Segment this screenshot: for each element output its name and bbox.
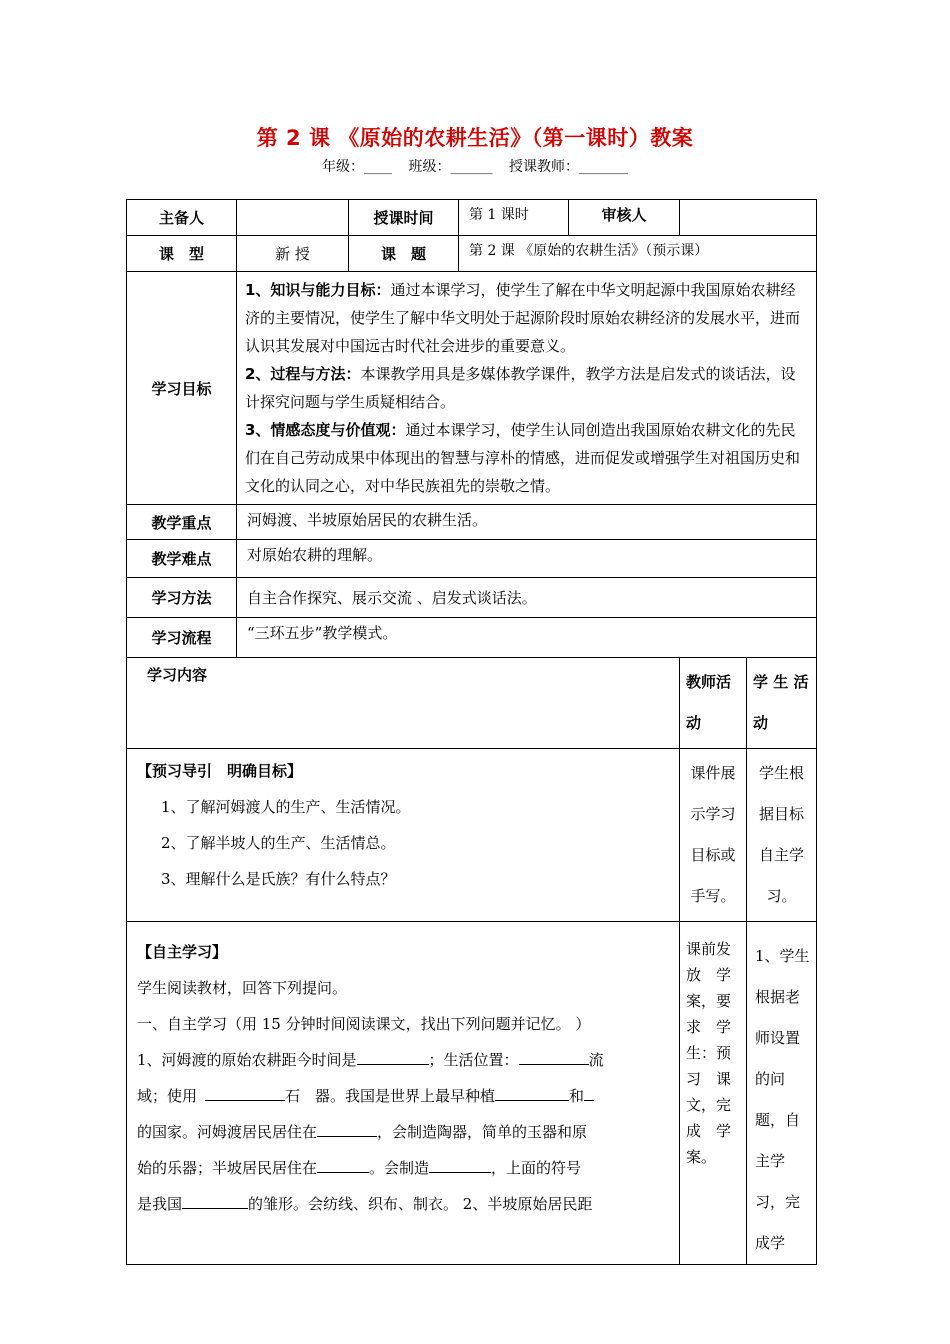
objective-attitude: 3、情感态度与价值观：通过本课学习，使学生认同创造出我国原始农耕文化的先民们在自己劳动成果中体现出的智慧与淳朴的情感，进而促发或增强学生对祖国历史和文化的认同之心，对中华民族祖先的崇敬之情。 — [245, 421, 801, 495]
self-study-row — [127, 922, 817, 1265]
answer-blank — [357, 1046, 429, 1065]
preview-row — [127, 749, 817, 922]
list-item: 2、了解半坡人的生产、生活情总。 — [161, 834, 396, 852]
question-line: 域；使用 石 器。我国是世界上最早种植 和 — [137, 1078, 669, 1114]
answer-blank — [495, 1082, 569, 1101]
method-row — [127, 578, 817, 618]
time-value: 第 1 课时 — [459, 200, 569, 236]
question-line: 始的乐器；半坡居民居住在 。会制造 ，上面的符号 — [137, 1150, 669, 1186]
self-study-intro: 学生阅读教材，回答下列提问。 — [137, 979, 348, 997]
focus-row — [127, 505, 817, 540]
focus-value: 河姆渡、半坡原始居民的农耕生活。 — [237, 505, 817, 540]
list-item: 3、理解什么是氏族？有什么特点？ — [161, 870, 396, 888]
preview-teacher-activity: 课件展 示学习 目标或 手写。 — [680, 749, 747, 922]
list-item: 1、了解河姆渡人的生产、生活情况。 — [161, 798, 411, 816]
preparer-label: 主备人 — [127, 200, 237, 236]
self-study-content — [127, 922, 680, 1265]
objectives-label: 学习目标 — [127, 272, 237, 505]
answer-blank — [317, 1118, 377, 1137]
flow-label: 学习流程 — [127, 618, 237, 658]
reviewer-value — [680, 200, 817, 236]
answer-blank — [584, 1082, 594, 1101]
answer-blank — [519, 1046, 589, 1065]
column-header-row — [127, 658, 817, 749]
class-field: 班级：______ — [408, 159, 493, 175]
header-fields — [0, 156, 950, 176]
self-study-student-activity: 1、学生 根据老 师设置 的问 题，自 主学 习，完 成学 — [747, 922, 817, 1265]
page-title: 第 2 课 《原始的农耕生活》（第一课时）教案 — [256, 126, 694, 150]
reviewer-label: 审核人 — [569, 200, 680, 236]
method-label: 学习方法 — [127, 578, 237, 618]
preview-content — [127, 749, 680, 922]
objectives-content — [237, 272, 817, 505]
preview-heading: 【预习导引 明确目标】 — [137, 762, 303, 780]
type-label: 课 型 — [127, 236, 237, 272]
self-study-teacher-activity: 课前发 放 学 案，要 求 学 生：预 习 课 文，完 成 学 案。 — [680, 922, 747, 1265]
lesson-plan-table — [126, 199, 817, 1265]
preview-student-activity: 学生根 据目标 自主学 习。 — [747, 749, 817, 922]
preparer-value — [237, 200, 349, 236]
answer-blank — [429, 1154, 491, 1173]
info-row-2 — [127, 236, 817, 272]
time-label: 授课时间 — [349, 200, 459, 236]
student-column-header: 学 生 活 动 — [747, 658, 817, 749]
answer-blank — [317, 1154, 369, 1173]
self-study-heading: 【自主学习】 — [137, 943, 228, 961]
info-row-1 — [127, 200, 817, 236]
objectives-row — [127, 272, 817, 505]
flow-row — [127, 618, 817, 658]
method-value: 自主合作探究、展示交流 、启发式谈话法。 — [237, 578, 817, 618]
difficulty-row — [127, 540, 817, 578]
grade-field: 年级：____ — [322, 159, 393, 175]
focus-label: 教学重点 — [127, 505, 237, 540]
answer-blank — [205, 1082, 285, 1101]
teacher-column-header: 教师活 动 — [680, 658, 747, 749]
objective-knowledge: 1、知识与能力目标：通过本课学习，使学生了解在中华文明起源中我国原始农耕经济的主要情况，使学生了解中华文明处于起源阶段时原始农耕经济的发展水平，进而认识其发展对中国远古时代社会进步的重要意义。 — [245, 281, 801, 355]
flow-value: “三环五步”教学模式。 — [237, 618, 817, 658]
teacher-field: 授课教师：_______ — [508, 159, 628, 175]
question-line: 是我国 的雏形。会纺线、织布、制衣。 2、半坡原始居民距 — [137, 1186, 669, 1222]
objective-process: 2、过程与方法：本课教学用具是多媒体教学课件，教学方法是启发式的谈话法，设计探究问题与学生质疑相结合。 — [245, 365, 796, 411]
question-line: 1、河姆渡的原始农耕距今时间是 ；生活位置： 流 — [137, 1042, 669, 1078]
difficulty-value: 对原始农耕的理解。 — [237, 540, 817, 578]
question-line: 的国家。河姆渡居民居住在 ，会制造陶器，简单的玉器和原 — [137, 1114, 669, 1150]
topic-value: 第 2 课 《原始的农耕生活》（预示课） — [459, 236, 817, 272]
difficulty-label: 教学难点 — [127, 540, 237, 578]
content-column-header: 学习内容 — [127, 658, 680, 749]
topic-label: 课 题 — [349, 236, 459, 272]
self-study-task: 一、自主学习（用 15 分钟时间阅读课文，找出下列问题并记忆。 ） — [137, 1015, 591, 1033]
type-value: 新 授 — [237, 236, 349, 272]
answer-blank — [182, 1190, 248, 1209]
